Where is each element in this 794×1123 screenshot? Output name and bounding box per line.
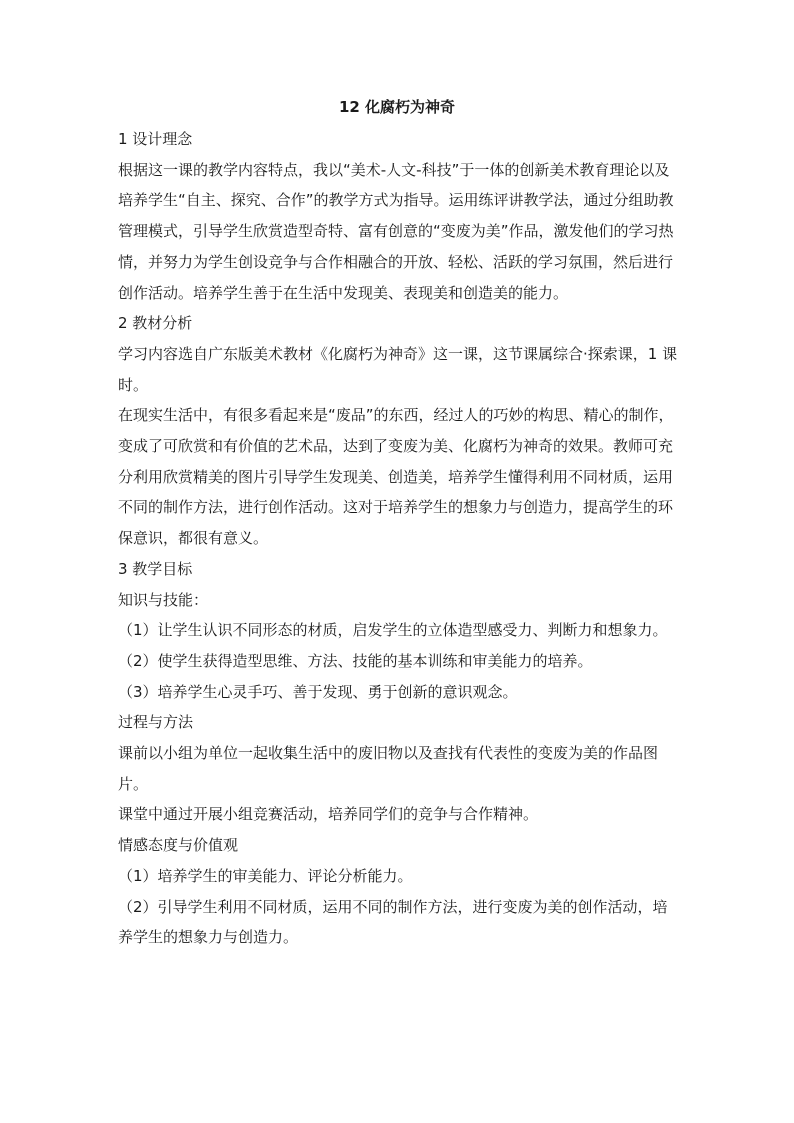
paragraph-process-before-class: 课前以小组为单位一起收集生活中的废旧物以及查找有代表性的变废为美的作品图片。 [118,744,659,793]
attitude-item-1: （1）培养学生的审美能力、评论分析能力。 [118,866,413,885]
paragraph-design-concept: 根据这一课的教学内容特点，我以“美术-人文-科技”于一体的创新美术教育理论以及培养学生“自主、探究、合作”的教学方式为指导。运用练评讲教学法，通过分组助教管理模式，引导学生欣赏造型奇特、富有创意的“变废为美”作品，激发他们的学习热情，并努力为学生创设竞争与合作相融合的开放、轻松、活跃的学习氛围，然后进行创作活动。培养学生善于在生活中发现美、表现美和创造美的能力。 [118,160,674,302]
section-heading-design-concept: 1 设计理念 [118,130,193,148]
attitude-item-2: （2）引导学生利用不同材质，运用不同的制作方法，进行变废为美的创作活动，培养学生的想象力与创造力。 [118,897,668,947]
subheading-process-method: 过程与方法 [118,713,194,732]
section-heading-material-analysis: 2 教材分析 [118,314,193,333]
document-body [118,124,678,953]
paragraph-material-description: 在现实生活中，有很多看起来是“废品”的东西，经过人的巧妙的构思、精心的制作，变成了可欣赏和有价值的艺术品，达到了变废为美、化腐朽为神奇的效果。教师可充分利用欣赏精美的图片引导学生发现美、创造美，培养学生懂得利用不同材质，运用不同的制作方法，进行创作活动。这对于培养学生的想象力与创造力，提高学生的环保意识，都很有意义。 [118,406,674,548]
subheading-knowledge-skills: 知识与技能： [118,590,209,609]
section-heading-teaching-goals: 3 教学目标 [118,559,193,578]
paragraph-process-in-class: 课堂中通过开展小组竞赛活动，培养同学们的竞争与合作精神。 [118,805,539,824]
document-title: 12 化腐朽为神奇 [338,98,456,116]
goal-item-1: （1）让学生认识不同形态的材质，启发学生的立体造型感受力、判断力和想象力。 [118,621,668,640]
subheading-attitude-values: 情感态度与价值观 [118,836,239,855]
goal-item-2: （2）使学生获得造型思维、方法、技能的基本训练和审美能力的培养。 [118,651,593,670]
goal-item-3: （3）培养学生心灵手巧、善于发现、勇于创新的意识观念。 [118,682,518,701]
paragraph-material-source: 学习内容选自广东版美术教材《化腐朽为神奇》这一课，这节课属综合·探索课，1 课时。 [118,344,678,394]
